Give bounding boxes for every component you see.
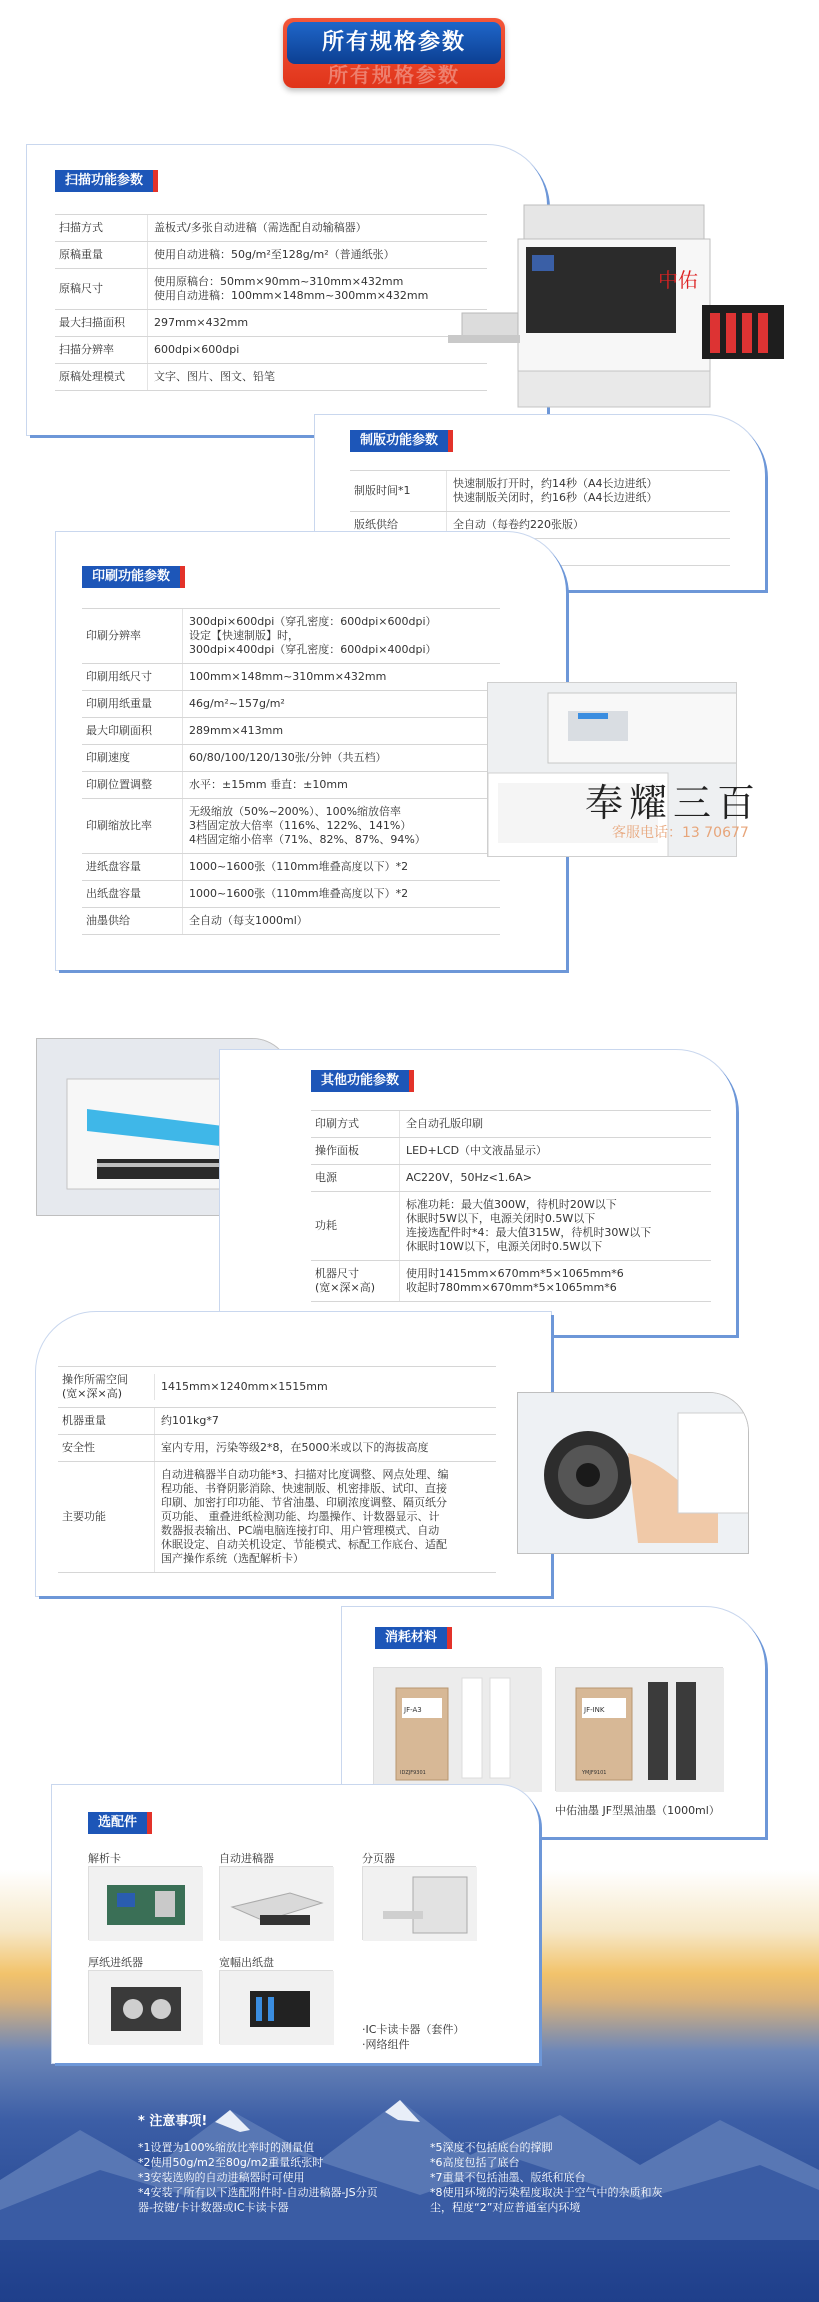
spec-row	[55, 310, 487, 337]
accessory-caption-sorter: 分页器	[362, 1852, 395, 1865]
spec-value: 1415mm×1240mm×1515mm	[154, 1374, 496, 1400]
spec-row	[311, 1192, 711, 1261]
notes-title: * 注意事项!	[138, 2114, 208, 2129]
watermark-brand: 奉耀三百	[585, 781, 762, 825]
spec-row	[82, 881, 500, 908]
accessory-extra-list: ·IC卡读卡器（套件） ·网络组件	[362, 2023, 465, 2051]
duplicator-machine-image	[448, 195, 788, 420]
spec-value: 盖板式/多张自动进稿（需选配自动输稿器）	[147, 215, 487, 241]
plate-spec-tag: 制版功能参数	[350, 430, 453, 452]
spec-key: 油墨供给	[86, 914, 130, 927]
spec-value: 约101kg*7	[154, 1408, 496, 1434]
spec-key: 操作面板	[315, 1144, 359, 1157]
spec-row	[55, 242, 487, 269]
spec-row	[82, 908, 500, 935]
notes-right: *5深度不包括底台的撑脚 *6高度包括了底台 *7重量不包括油墨、版纸和底台 *8使用环境的污染程度取决于空气中的杂质和灰 尘，程度“2”对应普通室内环境	[430, 2141, 663, 2214]
spec-row	[55, 214, 487, 242]
spec-row	[82, 608, 500, 664]
ink-box-code: YMJF9101	[582, 1770, 607, 1776]
spec-row	[82, 691, 500, 718]
spec-key: 功耗	[315, 1219, 337, 1232]
spec-value: 100mm×148mm~310mm×432mm	[182, 664, 500, 690]
spec-row	[58, 1462, 496, 1573]
spec-row	[82, 772, 500, 799]
spec-row	[55, 269, 487, 310]
spec-row	[350, 470, 730, 512]
spec-row	[55, 337, 487, 364]
spec-row	[82, 745, 500, 772]
spec-key: 制版时间*1	[354, 484, 411, 497]
scan-spec-tag: 扫描功能参数	[55, 170, 158, 192]
general-spec-table	[58, 1366, 496, 1573]
accessory-caption-parser-card: 解析卡	[88, 1852, 121, 1865]
consumable-caption-ink: 中佑油墨 JF型黑油墨（1000ml）	[555, 1804, 720, 1817]
auto-feeder-image	[219, 1866, 333, 1940]
spec-row	[58, 1435, 496, 1462]
thick-paper-feeder-image	[88, 1970, 202, 2044]
spec-value: AC220V，50Hz<1.6A>	[399, 1165, 711, 1191]
spec-row	[311, 1261, 711, 1302]
spec-value: 1000~1600张（110mm堆叠高度以下）*2	[182, 881, 500, 907]
spec-value: 全自动（每支1000ml）	[182, 908, 500, 934]
ink-cartridge-photo	[517, 1392, 749, 1554]
spec-key: 进纸盘容量	[86, 860, 141, 873]
spec-key: 印刷用纸尺寸	[86, 670, 152, 683]
spec-row	[311, 1138, 711, 1165]
spec-row	[82, 854, 500, 881]
spec-key: 原稿重量	[59, 248, 103, 261]
spec-row	[58, 1366, 496, 1408]
consumables-tag: 消耗材料	[375, 1627, 452, 1649]
spec-value: 使用自动进稿：50g/m²至128g/m²（普通纸张）	[147, 242, 487, 268]
spec-key: 机器重量	[62, 1414, 106, 1427]
spec-key: 安全性	[62, 1441, 95, 1454]
spec-key: 扫描分辨率	[59, 343, 114, 356]
spec-row	[55, 364, 487, 391]
spec-value: 使用时1415mm×670mm*5×1065mm*6 收起时780mm×670mm*5×1065mm*6	[399, 1261, 711, 1301]
ink-product-image	[555, 1667, 723, 1791]
plate-box-label: JF-A3	[404, 1706, 422, 1714]
page-title-reflection: 所有规格参数	[328, 63, 460, 87]
print-spec-table	[82, 608, 500, 935]
page-title: 所有规格参数	[287, 22, 501, 64]
watermark-contact: 客服电话：13 70677	[612, 825, 749, 841]
spec-row	[311, 1165, 711, 1192]
spec-row	[82, 799, 500, 854]
spec-value: 水平：±15mm 垂直：±10mm	[182, 772, 500, 798]
parser-card-image	[88, 1866, 202, 1940]
spec-row	[82, 664, 500, 691]
spec-key: 原稿尺寸	[59, 282, 103, 295]
ink-box-label: JF-INK	[584, 1706, 605, 1714]
spec-value: 全自动（每卷约220张版）	[446, 512, 730, 538]
spec-value: 使用原稿台：50mm×90mm~310mm×432mm 使用自动进稿：100mm×148mm~300mm×432mm	[147, 269, 487, 309]
spec-value: 300dpi×600dpi（穿孔密度：600dpi×600dpi） 设定【快速制版】时， 300dpi×400dpi（穿孔密度：600dpi×400dpi）	[182, 609, 500, 663]
spec-key: 出纸盘容量	[86, 887, 141, 900]
spec-value: 60/80/100/120/130张/分钟（共五档）	[182, 745, 500, 771]
spec-key: 最大扫描面积	[59, 316, 125, 329]
accessory-caption-wide-tray: 宽幅出纸盘	[219, 1956, 274, 1969]
spec-key: 印刷方式	[315, 1117, 359, 1130]
plate-box-code: IDZJF9301	[400, 1770, 426, 1776]
spec-key: 操作所需空间 (宽×深×高)	[62, 1373, 128, 1400]
spec-row	[311, 1110, 711, 1138]
accessories-tag: 选配件	[88, 1812, 152, 1834]
spec-key: 印刷位置调整	[86, 778, 152, 791]
wide-output-tray-image	[219, 1970, 333, 2044]
spec-row	[82, 718, 500, 745]
spec-value: 289mm×413mm	[182, 718, 500, 744]
other-spec-table	[311, 1110, 711, 1302]
spec-value: 1000~1600张（110mm堆叠高度以下）*2	[182, 854, 500, 880]
spec-key: 扫描方式	[59, 221, 103, 234]
spec-value: 297mm×432mm	[147, 310, 487, 336]
spec-value: LED+LCD（中文液晶显示）	[399, 1138, 711, 1164]
accessory-caption-feeder: 自动进稿器	[219, 1852, 274, 1865]
spec-value: 室内专用，污染等级2*8，在5000米或以下的海拔高度	[154, 1435, 496, 1461]
print-spec-tag: 印刷功能参数	[82, 566, 185, 588]
spec-value: 无级缩放（50%~200%）、100%缩放倍率 3档固定放大倍率（116%、122%、141%） 4档固定缩小倍率（71%、82%、87%、94%）	[182, 799, 500, 853]
spec-key: 印刷分辨率	[86, 629, 141, 642]
spec-key: 印刷用纸重量	[86, 697, 152, 710]
spec-key: 版纸供给	[354, 518, 398, 531]
spec-value: 全自动孔版印刷	[399, 1111, 711, 1137]
spec-row	[58, 1408, 496, 1435]
spec-value: 自动进稿器半自动功能*3、扫描对比度调整、网点处理、编 程功能、书脊阴影消除、快速制版、机密排版、试印、直接 印刷、加密打印功能、节省油墨、印刷浓度调整、隔页纸分 页功能、 重叠进纸检测功能、均墨操作、计数器显示、计 数器报表输出、PC端电脑连接打印、用户管理模式、自动 休眠设定、自动关机设定、节能模式、标配工作底台、适配 国产操作系统（选配解析卡）	[154, 1462, 496, 1572]
other-spec-tag: 其他功能参数	[311, 1070, 414, 1092]
spec-value: 文字、图片、图文、铅笔	[147, 364, 487, 390]
spec-value: 46g/m²~157g/m²	[182, 691, 500, 717]
spec-value: 600dpi×600dpi	[147, 337, 487, 363]
plate-roll-product-image	[373, 1667, 541, 1791]
spec-value: 标准功耗：最大值300W，待机时20W以下 休眠时5W以下，电源关闭时0.5W以下 连接选配件时*4：最大值315W，待机时30W以下 休眠时10W以下，电源关闭时0.5W以下	[399, 1192, 711, 1260]
spec-key: 原稿处理模式	[59, 370, 125, 383]
scan-spec-table	[55, 214, 487, 391]
spec-value: 快速制版打开时，约14秒（A4长边进纸） 快速制版关闭时，约16秒（A4长边进纸）	[446, 471, 730, 511]
sorter-image	[362, 1866, 476, 1940]
accessory-caption-thick-feeder: 厚纸进纸器	[88, 1956, 143, 1969]
spec-key: 机器尺寸 (宽×深×高)	[315, 1267, 376, 1294]
machine-logo: 中佑	[658, 268, 698, 292]
title-banner	[283, 18, 505, 88]
spec-key: 印刷速度	[86, 751, 130, 764]
notes-left: *1设置为100%缩放比率时的测量值 *2使用50g/m2至80g/m2重量纸张时 *3安装选购的自动进稿器时可使用 *4安装了所有以下选配附件时-自动进稿器-JS分页 器-按键/卡计数器或IC卡读卡器	[138, 2141, 378, 2214]
spec-key: 印刷缩放比率	[86, 819, 152, 832]
spec-key: 主要功能	[62, 1510, 106, 1523]
spec-key: 最大印刷面积	[86, 724, 152, 737]
spec-key: 电源	[315, 1171, 337, 1184]
